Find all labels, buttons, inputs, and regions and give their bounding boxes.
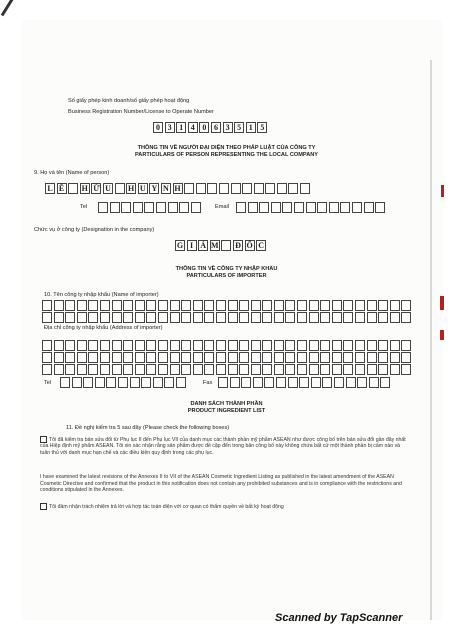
char-box[interactable] — [262, 364, 272, 375]
char-box[interactable] — [193, 364, 203, 375]
char-box[interactable] — [320, 340, 330, 351]
char-box[interactable] — [355, 300, 365, 311]
char-box[interactable] — [343, 364, 353, 375]
char-box[interactable] — [112, 364, 122, 375]
char-box[interactable]: Ữ — [93, 184, 100, 193]
char-box[interactable] — [230, 377, 240, 388]
char-box[interactable] — [297, 352, 307, 363]
char-box[interactable] — [309, 312, 319, 323]
char-box[interactable] — [309, 352, 319, 363]
char-box[interactable] — [378, 340, 388, 351]
importer-fax-boxes — [218, 377, 392, 388]
char-box[interactable] — [54, 340, 64, 351]
importer-name-label: 10. Tên công ty nhập khẩu (Name of importer) — [44, 292, 159, 298]
char-box[interactable] — [375, 202, 385, 213]
char-box[interactable] — [239, 364, 249, 375]
char-box[interactable] — [311, 377, 321, 388]
char-box[interactable] — [77, 300, 87, 311]
char-box[interactable]: 3 — [223, 122, 233, 133]
char-box[interactable] — [259, 202, 269, 213]
char-box[interactable]: 6 — [211, 122, 221, 133]
char-box[interactable] — [135, 364, 145, 375]
person-name-boxes — [45, 183, 312, 194]
char-box[interactable] — [181, 340, 191, 351]
importer-address-label: Địa chỉ công ty nhập khẩu (Address of importer) — [44, 325, 163, 331]
char-box[interactable] — [170, 300, 180, 311]
char-box[interactable] — [193, 312, 203, 323]
importer-title-en: PARTICULARS OF IMPORTER — [186, 273, 267, 279]
char-box[interactable] — [242, 183, 252, 194]
char-box[interactable] — [231, 183, 241, 194]
char-box[interactable] — [274, 352, 284, 363]
tel-label: Tel — [80, 204, 88, 210]
char-box[interactable] — [100, 352, 110, 363]
char-box[interactable]: Đ — [233, 240, 243, 251]
char-box[interactable] — [274, 340, 284, 351]
char-box[interactable] — [355, 352, 365, 363]
char-box[interactable]: N — [161, 183, 171, 194]
char-box[interactable] — [98, 202, 108, 213]
char-box[interactable] — [158, 300, 168, 311]
char-box[interactable] — [65, 312, 75, 323]
char-box[interactable] — [239, 352, 249, 363]
char-box[interactable] — [141, 377, 151, 388]
char-box[interactable] — [118, 377, 128, 388]
char-box[interactable] — [216, 352, 226, 363]
char-box[interactable] — [320, 352, 330, 363]
char-box[interactable] — [88, 364, 98, 375]
char-box[interactable]: 3 — [165, 122, 175, 133]
char-box[interactable] — [343, 312, 353, 323]
char-box[interactable] — [332, 312, 342, 323]
char-box[interactable] — [262, 340, 272, 351]
char-box[interactable] — [153, 377, 163, 388]
char-box[interactable] — [146, 364, 156, 375]
license-label-vi: Số giấy phép kinh doanh/số giấy phép hoạt động — [68, 98, 190, 104]
char-box[interactable] — [274, 364, 284, 375]
char-box[interactable] — [158, 340, 168, 351]
char-box[interactable] — [285, 300, 295, 311]
char-box[interactable] — [294, 202, 304, 213]
char-box[interactable] — [332, 364, 342, 375]
char-box[interactable] — [329, 202, 339, 213]
char-box[interactable] — [277, 183, 287, 194]
char-box[interactable]: H — [128, 184, 135, 193]
char-box[interactable]: 5 — [257, 122, 267, 133]
char-box[interactable] — [332, 352, 342, 363]
char-box[interactable] — [133, 202, 143, 213]
char-box[interactable] — [204, 300, 214, 311]
char-box[interactable] — [228, 312, 238, 323]
char-box[interactable] — [135, 352, 145, 363]
char-box[interactable]: Á — [198, 240, 208, 251]
char-box[interactable] — [401, 340, 411, 351]
char-box[interactable] — [158, 364, 168, 375]
char-box[interactable] — [241, 377, 251, 388]
scanner-watermark: Scanned by TapScanner — [275, 612, 403, 624]
char-box[interactable] — [221, 240, 231, 251]
char-box[interactable]: M — [211, 241, 219, 250]
char-box[interactable] — [271, 202, 281, 213]
char-box[interactable] — [106, 377, 116, 388]
char-box[interactable] — [123, 352, 133, 363]
char-box[interactable] — [265, 183, 275, 194]
char-box[interactable] — [65, 300, 75, 311]
char-box[interactable]: 1 — [246, 122, 256, 133]
char-box[interactable] — [181, 312, 191, 323]
char-box[interactable]: H — [81, 184, 88, 193]
importer-tel-label: Tel — [44, 380, 52, 386]
red-margin-mark — [440, 296, 444, 310]
char-box[interactable] — [262, 300, 272, 311]
page-edge — [430, 60, 432, 620]
char-box[interactable] — [251, 312, 261, 323]
char-box[interactable] — [352, 202, 362, 213]
char-box[interactable] — [309, 364, 319, 375]
char-box[interactable] — [297, 312, 307, 323]
char-box[interactable] — [95, 377, 105, 388]
char-box[interactable] — [285, 340, 295, 351]
char-box[interactable] — [251, 364, 261, 375]
char-box[interactable] — [77, 352, 87, 363]
char-box[interactable] — [110, 202, 120, 213]
char-box[interactable] — [274, 312, 284, 323]
char-box[interactable] — [112, 352, 122, 363]
char-box[interactable] — [288, 377, 298, 388]
ingredients-title-en: PRODUCT INGREDIENT LIST — [187, 408, 266, 414]
char-box[interactable] — [146, 300, 156, 311]
declaration-vi: Tôi đã kiểm tra bản sửa đổi từ Phụ lục II đến Phụ lục VII của danh mục các thành phần mỹ phẩm ASEAN như được công bố trên bản sửa đổi gần đây nhất của Hiệp định mỹ phẩm ASEAN. Tôi xin xác nhận rằng sản phẩm được đề cập đến trong bản công bố này không chứa bất cứ một thành phần bị cấm nào và tuân thủ với danh mục hạn chế và các điều kiện quy định trong các phụ lục. — [40, 436, 406, 457]
char-box[interactable] — [135, 340, 145, 351]
char-box[interactable] — [390, 352, 400, 363]
char-box[interactable] — [216, 364, 226, 375]
char-box[interactable] — [320, 312, 330, 323]
char-box[interactable] — [401, 364, 411, 375]
char-box[interactable] — [77, 364, 87, 375]
char-box[interactable] — [320, 364, 330, 375]
char-box[interactable] — [170, 340, 180, 351]
char-box[interactable] — [112, 300, 122, 311]
char-box[interactable] — [355, 364, 365, 375]
char-box[interactable] — [193, 340, 203, 351]
char-box[interactable] — [193, 300, 203, 311]
char-box[interactable] — [100, 340, 110, 351]
char-box[interactable] — [367, 300, 377, 311]
email-label: Email — [215, 204, 229, 210]
char-box[interactable]: L — [45, 183, 55, 194]
checkbox-icon[interactable] — [40, 503, 47, 510]
tel-boxes — [98, 202, 202, 213]
char-box[interactable] — [135, 300, 145, 311]
checkbox-icon[interactable] — [40, 436, 47, 443]
char-box[interactable] — [207, 183, 217, 194]
char-box[interactable] — [77, 340, 87, 351]
char-box[interactable] — [100, 364, 110, 375]
char-box[interactable] — [297, 340, 307, 351]
importer-name-boxes — [42, 300, 413, 311]
char-box[interactable] — [285, 364, 295, 375]
char-box[interactable] — [390, 300, 400, 311]
char-box[interactable] — [72, 377, 82, 388]
char-box[interactable] — [282, 202, 292, 213]
char-box[interactable] — [54, 312, 64, 323]
representative-title-en: PARTICULARS OF PERSON REPRESENTING THE LOCAL COMPANY — [134, 152, 319, 158]
char-box[interactable] — [236, 202, 246, 213]
char-box[interactable] — [204, 340, 214, 351]
char-box[interactable] — [68, 183, 78, 194]
char-box[interactable] — [297, 364, 307, 375]
char-box[interactable] — [112, 312, 122, 323]
char-box[interactable] — [274, 300, 284, 311]
char-box[interactable] — [88, 352, 98, 363]
char-box[interactable] — [42, 364, 52, 375]
importer-address-boxes — [42, 352, 413, 363]
char-box[interactable] — [228, 364, 238, 375]
char-box[interactable] — [121, 202, 131, 213]
char-box[interactable] — [65, 340, 75, 351]
char-box[interactable] — [355, 340, 365, 351]
declaration-en: I have examined the latest revisions of the Annexes II to VII of the ASEAN Cosmetic Ingredient Listing as published in the latest amendment of the ASEAN Cosmetic Directive and confirmed that the product in this notification does not contain any prohibited substances and is in compliance with the restrictions and conditions stipulated in the Annexes. — [40, 474, 402, 494]
char-box[interactable] — [42, 340, 52, 351]
char-box[interactable] — [42, 300, 52, 311]
char-box[interactable] — [135, 312, 145, 323]
char-box[interactable]: 0 — [199, 122, 209, 133]
char-box[interactable] — [228, 352, 238, 363]
char-box[interactable] — [299, 377, 309, 388]
char-box[interactable] — [364, 202, 374, 213]
importer-name-boxes — [42, 312, 413, 323]
char-box[interactable] — [146, 312, 156, 323]
char-box[interactable] — [334, 377, 344, 388]
char-box[interactable] — [144, 202, 154, 213]
scan-edge-mark — [1, 0, 26, 16]
char-box[interactable]: I — [187, 240, 197, 251]
char-box[interactable] — [54, 300, 64, 311]
char-box[interactable]: C — [256, 240, 266, 251]
char-box[interactable] — [181, 300, 191, 311]
char-box[interactable]: U — [138, 183, 148, 194]
char-box[interactable] — [164, 377, 174, 388]
char-box[interactable] — [248, 202, 258, 213]
char-box[interactable]: G — [176, 241, 184, 250]
char-box[interactable] — [88, 300, 98, 311]
char-box[interactable] — [112, 340, 122, 351]
char-box[interactable] — [88, 312, 98, 323]
char-box[interactable] — [146, 340, 156, 351]
char-box[interactable] — [83, 377, 93, 388]
char-box[interactable] — [340, 202, 350, 213]
char-box[interactable] — [123, 312, 133, 323]
char-box[interactable] — [216, 300, 226, 311]
char-box[interactable] — [378, 300, 388, 311]
char-box[interactable] — [204, 352, 214, 363]
char-box[interactable] — [216, 340, 226, 351]
char-box[interactable] — [65, 352, 75, 363]
char-box[interactable] — [100, 300, 110, 311]
char-box[interactable] — [251, 340, 261, 351]
char-box[interactable] — [322, 377, 332, 388]
char-box[interactable] — [380, 377, 390, 388]
char-box[interactable] — [288, 183, 298, 194]
char-box[interactable] — [228, 300, 238, 311]
red-margin-mark — [440, 330, 444, 340]
char-box[interactable] — [346, 377, 356, 388]
char-box[interactable]: H — [174, 184, 181, 193]
char-box[interactable] — [181, 364, 191, 375]
license-label-en: Business Registration Number/License to Operate Number — [68, 109, 214, 115]
char-box[interactable] — [239, 340, 249, 351]
char-box[interactable] — [276, 377, 286, 388]
red-margin-mark — [441, 185, 444, 197]
char-box[interactable] — [367, 352, 377, 363]
char-box[interactable] — [309, 340, 319, 351]
char-box[interactable] — [239, 312, 249, 323]
importer-fax-label: Fax — [203, 380, 213, 386]
char-box[interactable]: Y — [149, 183, 159, 194]
char-box[interactable] — [100, 312, 110, 323]
char-box[interactable] — [332, 340, 342, 351]
position-boxes — [175, 240, 268, 251]
char-box[interactable] — [179, 202, 189, 213]
char-box[interactable] — [262, 312, 272, 323]
char-box[interactable] — [170, 364, 180, 375]
char-box[interactable] — [253, 377, 263, 388]
char-box[interactable]: 4 — [188, 122, 198, 133]
char-box[interactable] — [367, 312, 377, 323]
char-box[interactable] — [355, 312, 365, 323]
char-box[interactable] — [320, 300, 330, 311]
char-box[interactable] — [216, 312, 226, 323]
char-box[interactable] — [306, 202, 316, 213]
char-box[interactable] — [378, 312, 388, 323]
email-boxes — [236, 202, 387, 213]
char-box[interactable] — [262, 352, 272, 363]
char-box[interactable] — [401, 312, 411, 323]
char-box[interactable] — [156, 202, 166, 213]
char-box[interactable] — [219, 183, 229, 194]
char-box[interactable] — [239, 300, 249, 311]
char-box[interactable] — [191, 202, 201, 213]
char-box[interactable] — [168, 202, 178, 213]
char-box[interactable] — [77, 312, 87, 323]
char-box[interactable]: Ố — [246, 241, 253, 250]
char-box[interactable] — [254, 183, 264, 194]
char-box[interactable] — [343, 300, 353, 311]
declaration-responsibility: Tôi đảm nhận trách nhiệm trả lời và hợp tác toàn diện với cơ quan có thẩm quyền về bất kỳ hoạt động — [40, 503, 410, 510]
char-box[interactable] — [123, 340, 133, 351]
char-box[interactable] — [369, 377, 379, 388]
char-box[interactable] — [343, 340, 353, 351]
char-box[interactable] — [184, 183, 194, 194]
char-box[interactable] — [390, 364, 400, 375]
char-box[interactable] — [251, 352, 261, 363]
char-box[interactable] — [204, 364, 214, 375]
char-box[interactable] — [42, 312, 52, 323]
char-box[interactable] — [297, 300, 307, 311]
char-box[interactable] — [193, 352, 203, 363]
char-box[interactable] — [332, 300, 342, 311]
char-box[interactable] — [65, 364, 75, 375]
char-box[interactable]: 5 — [234, 122, 244, 133]
char-box[interactable] — [378, 352, 388, 363]
char-box[interactable] — [158, 312, 168, 323]
char-box[interactable] — [60, 377, 70, 388]
char-box[interactable] — [401, 300, 411, 311]
char-box[interactable] — [176, 377, 186, 388]
char-box[interactable]: 1 — [176, 122, 186, 133]
char-box[interactable] — [285, 312, 295, 323]
char-box[interactable] — [123, 300, 133, 311]
position-label: Chức vụ ở công ty (Designation in the company) — [34, 227, 155, 233]
char-box[interactable] — [390, 312, 400, 323]
importer-title-vi: THÔNG TIN VỀ CÔNG TY NHẬP KHẨU — [175, 266, 278, 272]
char-box[interactable]: Ê — [57, 183, 67, 194]
char-box[interactable] — [54, 352, 64, 363]
char-box[interactable] — [357, 377, 367, 388]
char-box[interactable] — [146, 352, 156, 363]
char-box[interactable] — [123, 364, 133, 375]
char-box[interactable] — [115, 183, 125, 194]
representative-title-vi: THÔNG TIN VỀ NGƯỜI ĐẠI DIỆN THEO PHÁP LUẬT CỦA CÔNG TY — [137, 145, 316, 151]
char-box[interactable] — [367, 340, 377, 351]
char-box[interactable] — [218, 377, 228, 388]
ingredients-title-vi: DANH SÁCH THÀNH PHẦN — [190, 401, 263, 407]
importer-address-boxes — [42, 364, 413, 375]
char-box[interactable] — [317, 202, 327, 213]
char-box[interactable]: 0 — [153, 122, 163, 133]
char-box[interactable] — [170, 312, 180, 323]
importer-tel-boxes — [60, 377, 188, 388]
person-name-label: 9. Họ và tên (Name of person) — [34, 170, 110, 176]
char-box[interactable] — [300, 183, 310, 194]
char-box[interactable] — [401, 352, 411, 363]
char-box[interactable] — [264, 377, 274, 388]
char-box[interactable] — [130, 377, 140, 388]
item11-label: 11. Đề nghị kiểm tra 5 sau đây (Please check the following boxes) — [66, 425, 230, 431]
char-box[interactable] — [228, 340, 238, 351]
char-box[interactable] — [390, 340, 400, 351]
char-box[interactable] — [196, 183, 206, 194]
char-box[interactable] — [181, 352, 191, 363]
char-box[interactable] — [42, 352, 52, 363]
importer-address-boxes — [42, 340, 413, 351]
char-box[interactable] — [378, 364, 388, 375]
char-box[interactable] — [309, 300, 319, 311]
license-number-boxes — [153, 122, 269, 133]
char-box[interactable] — [251, 300, 261, 311]
char-box[interactable]: U — [103, 183, 113, 194]
char-box[interactable] — [158, 352, 168, 363]
char-box[interactable] — [54, 364, 64, 375]
char-box[interactable] — [170, 352, 180, 363]
char-box[interactable] — [343, 352, 353, 363]
char-box[interactable] — [285, 352, 295, 363]
char-box[interactable] — [204, 312, 214, 323]
char-box[interactable] — [88, 340, 98, 351]
char-box[interactable] — [367, 364, 377, 375]
